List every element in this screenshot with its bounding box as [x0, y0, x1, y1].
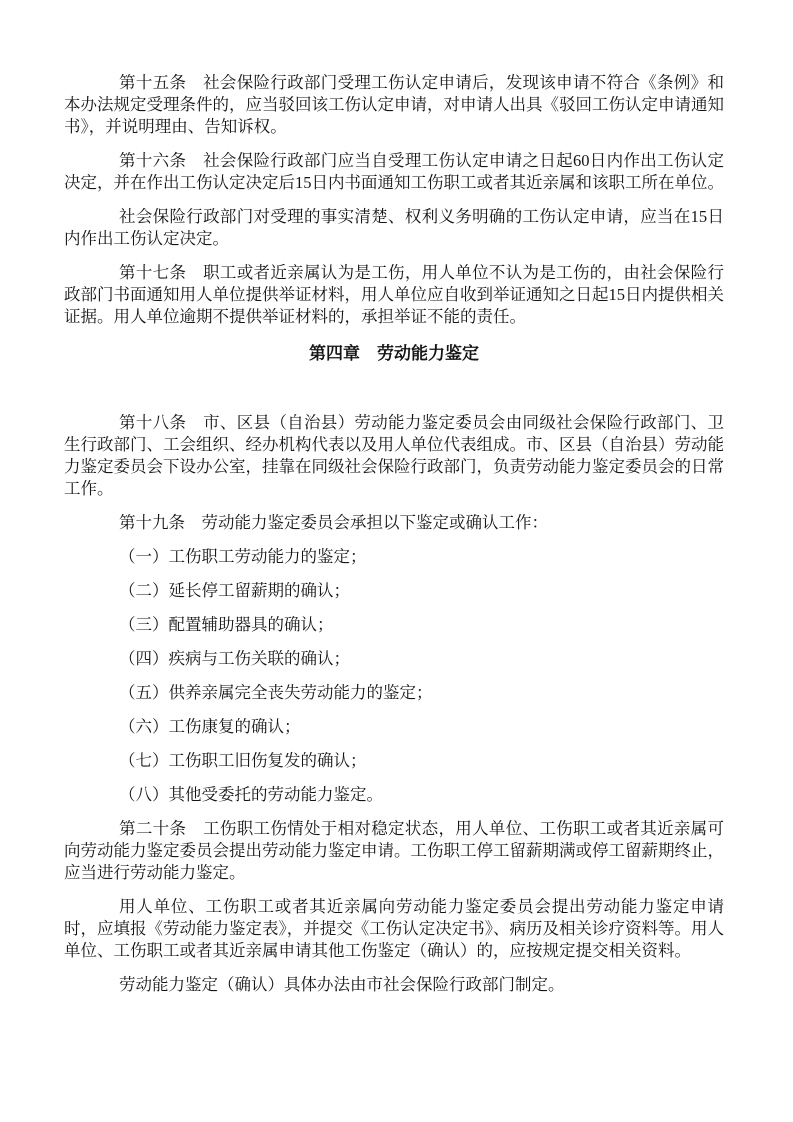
article-16-paragraph: 第十六条 社会保险行政部门应当自受理工伤认定申请之日起60日内作出工伤认定决定，并在作出工伤认定决定后15日内书面通知工伤职工或者其近亲属和该职工所在单位。 [64, 151, 724, 192]
article-17-paragraph: 第十七条 职工或者近亲属认为是工伤，用人单位不认为是工伤的，由社会保险行政部门书面通知用人单位提供举证材料，用人单位应自收到举证通知之日起15日内提供相关证据。用人单位逾期不提供举证材料的，承担举证不能的责任。 [64, 263, 724, 326]
article-19-paragraph: 第十九条 劳动能力鉴定委员会承担以下鉴定或确认工作： [119, 513, 548, 532]
list-item-7: （七）工伤职工旧伤复发的确认； [119, 751, 367, 770]
article-20-paragraph: 第二十条 工伤职工伤情处于相对稳定状态，用人单位、工伤职工或者其近亲属可向劳动能力鉴定委员会提出劳动能力鉴定申请。工伤职工停工留薪期满或停工留薪期终止，应当进行劳动能力鉴定。 [64, 819, 724, 882]
list-item-5: （五）供养亲属完全丧失劳动能力的鉴定； [119, 683, 433, 702]
list-item-4: （四）疾病与工伤关联的确认； [119, 649, 350, 668]
list-item-6: （六）工伤康复的确认； [119, 717, 301, 736]
list-item-3: （三）配置辅助器具的确认； [119, 615, 334, 634]
article-18-paragraph: 第十八条 市、区县（自治县）劳动能力鉴定委员会由同级社会保险行政部门、卫生行政部门、工会组织、经办机构代表以及用人单位代表组成。市、区县（自治县）劳动能力鉴定委员会下设办公室，挂靠在同级社会保险行政部门，负责劳动能力鉴定委员会的日常工作。 [64, 413, 724, 498]
article-15-paragraph: 第十五条 社会保险行政部门受理工伤认定申请后，发现该申请不符合《条例》和本办法规定受理条件的，应当驳回该工伤认定申请，对申请人出具《驳回工伤认定申请通知书》，并说明理由、告知诉权。 [64, 73, 724, 136]
article-20-paragraph-3: 劳动能力鉴定（确认）具体办法由市社会保险行政部门制定。 [119, 975, 565, 994]
list-item-8: （八）其他受委托的劳动能力鉴定。 [119, 785, 383, 804]
list-item-1: （一）工伤职工劳动能力的鉴定； [119, 547, 367, 566]
list-item-2: （二）延长停工留薪期的确认； [119, 581, 350, 600]
chapter-4-heading: 第四章 劳动能力鉴定 [309, 344, 479, 363]
article-20-paragraph-2: 用人单位、工伤职工或者其近亲属向劳动能力鉴定委员会提出劳动能力鉴定申请时，应填报《劳动能力鉴定表》，并提交《工伤认定决定书》、病历及相关诊疗资料等。用人单位、工伤职工或者其近亲属申请其他工伤鉴定（确认）的，应按规定提交相关资料。 [64, 897, 724, 960]
article-16-paragraph-2: 社会保险行政部门对受理的事实清楚、权利义务明确的工伤认定申请，应当在15日内作出工伤认定决定。 [64, 207, 724, 248]
